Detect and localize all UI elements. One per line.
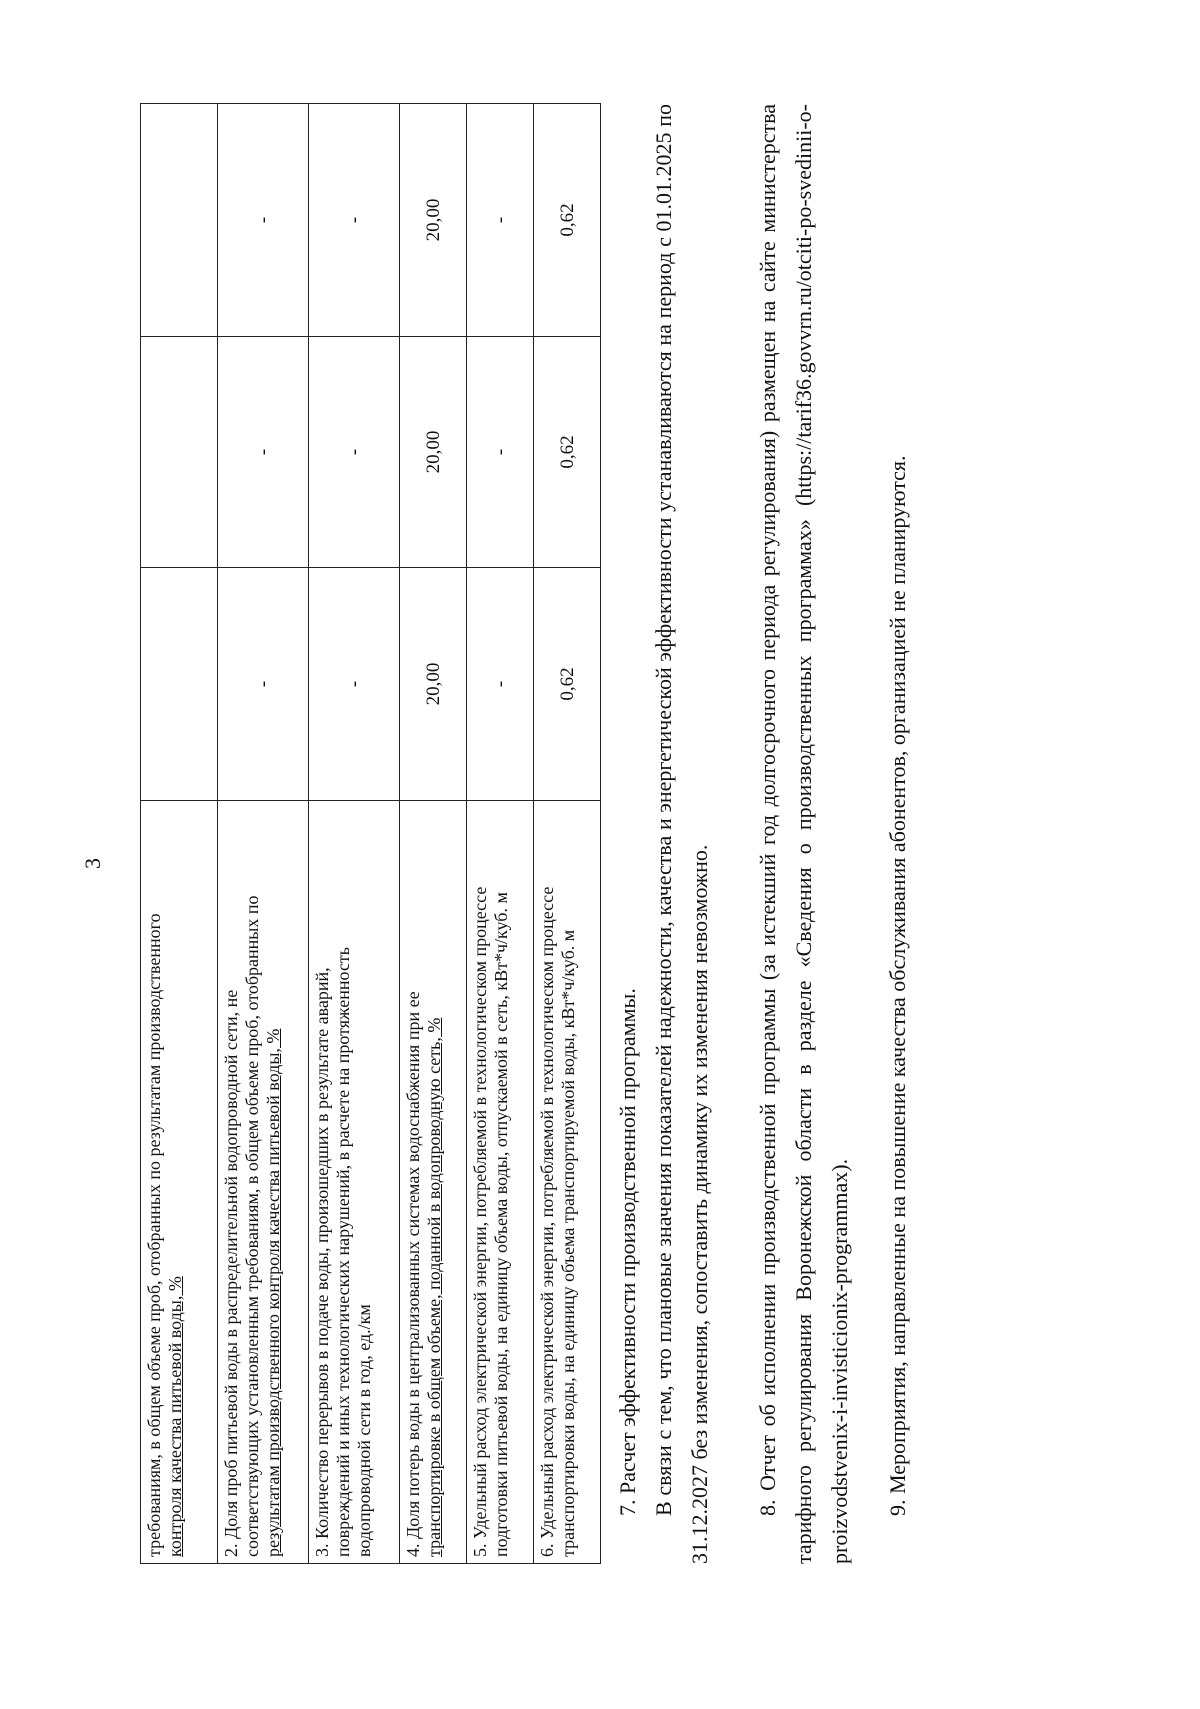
value-cell: 0,62 — [534, 104, 601, 337]
indicator-line: транспортировки воды, на единицу объема транспортируемой воды, кВт*ч/куб. м — [558, 929, 578, 1557]
indicator-line: требованиям, в общем объеме проб, отобранных по результатам производственного — [144, 913, 164, 1557]
value-cell: - — [467, 337, 534, 568]
value-cell: - — [467, 104, 534, 337]
section-8-body: 8. Отчет об исполнении производственной программы (за истекший год долгосрочного периода регулирования) размещен на сайте министерства тарифного регулирования Воронежской области в разделе «Сведения о производственных программах» (https://tarif36.govvrn.ru/otciti-po-svedinii-o-proizvodstvenix-i-invisticionix-programmax). — [755, 104, 852, 1564]
indicator-cell — [400, 801, 467, 1564]
indicator-line: 2. Доля проб питьевой воды в распределительной водопроводной сети, не — [221, 989, 241, 1557]
table-row — [400, 104, 467, 1564]
table-row — [141, 104, 218, 1564]
value-cell: - — [218, 337, 309, 568]
value-cell: 20,00 — [400, 104, 467, 337]
value-cell: - — [309, 104, 400, 337]
value-cell: - — [309, 568, 400, 801]
indicator-line: 6. Удельный расход электрической энергии, потребляемой в технологическом процессе — [537, 886, 557, 1557]
value-cell — [141, 568, 218, 801]
indicator-cell — [141, 801, 218, 1564]
page-number: 3 — [80, 858, 105, 869]
indicator-cell — [218, 801, 309, 1564]
indicator-line: водопроводной сети в год, ед./км — [354, 1304, 374, 1557]
value-cell: 0,62 — [534, 337, 601, 568]
indicator-line: контроля качества питьевой воды, % — [165, 1276, 185, 1557]
indicator-line: транспортировке в общем объеме, поданной в водопроводную сеть, % — [424, 1017, 444, 1557]
section-9 — [880, 104, 916, 1564]
indicator-line: 4. Доля потерь воды в централизованных системах водоснабжения при ее — [403, 991, 423, 1557]
section-7 — [610, 104, 718, 1564]
indicator-line: подготовки питьевой воды, на единицу объема воды, отпускаемой в сеть, кВт*ч/куб. м — [491, 892, 511, 1557]
table-row — [534, 104, 601, 1564]
value-cell: - — [218, 568, 309, 801]
value-cell: - — [218, 104, 309, 337]
value-cell: 20,00 — [400, 337, 467, 568]
indicator-line: 3. Количество перерывов в подаче воды, произошедших в результате аварий, — [312, 967, 332, 1557]
section-7-heading: 7. Расчет эффективности производственной программы. — [615, 988, 640, 1516]
table-row — [309, 104, 400, 1564]
value-cell: 0,62 — [534, 568, 601, 801]
indicator-line: повреждений и иных технологических нарушений, в расчете на протяженность — [333, 946, 353, 1557]
section-8 — [750, 104, 858, 1564]
indicator-line: результатам производственного контроля качества питьевой воды, % — [263, 1028, 283, 1557]
indicator-line: соответствующих установленным требованиям, в общем объеме проб, отобранных по — [242, 895, 262, 1557]
performance-indicators-table — [140, 103, 601, 1564]
section-9-body: 9. Мероприятия, направленные на повышение качества обслуживания абонентов, организацией не планируются. — [885, 455, 910, 1516]
indicator-cell — [309, 801, 400, 1564]
value-cell — [141, 104, 218, 337]
table-row — [467, 104, 534, 1564]
value-cell — [141, 337, 218, 568]
value-cell: - — [467, 568, 534, 801]
indicator-line: 5. Удельный расход электрической энергии, потребляемой в технологическом процессе — [470, 886, 490, 1557]
value-cell: 20,00 — [400, 568, 467, 801]
indicator-cell — [467, 801, 534, 1564]
section-7-body: В связи с тем, что плановые значения показателей надежности, качества и энергетической эффективности устанавливаются на период с 01.01.2025 по 31.12.2027 без изменения, сопоставить динамику их изменения невозможно. — [651, 104, 712, 1564]
value-cell: - — [309, 337, 400, 568]
indicator-cell — [534, 801, 601, 1564]
table-row — [218, 104, 309, 1564]
